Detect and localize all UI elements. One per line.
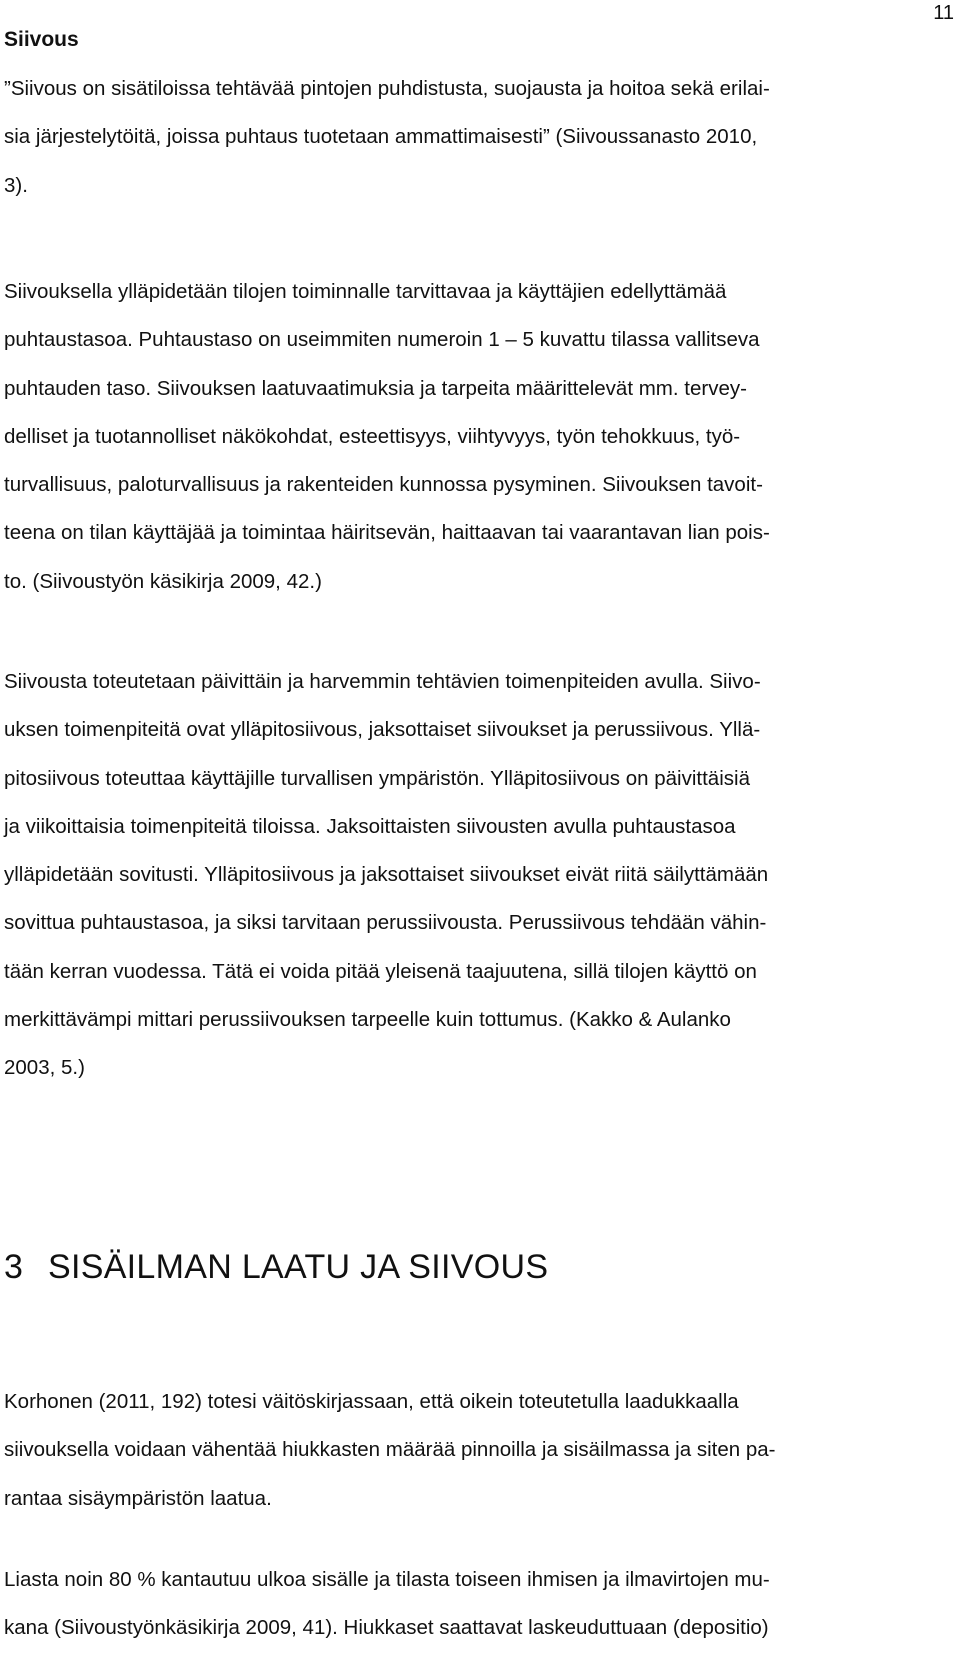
text-line: 2003, 5.) — [4, 1056, 85, 1080]
text-line: Liasta noin 80 % kantautuu ulkoa sisälle ja tilasta toiseen ihmisen ja ilmavirtojen mu- — [4, 1568, 770, 1591]
text-line: kana (Siivoustyönkäsikirja 2009, 41). Hiukkaset saattavat laskeuduttuaan (depositio) — [4, 1616, 769, 1640]
text-line: puhtauden taso. Siivouksen laatuvaatimuksia ja tarpeita määrittelevät mm. tervey- — [4, 376, 747, 400]
text-line: delliset ja tuotannolliset näkökohdat, esteettisyys, viihtyvyys, työn tehokkuus, työ- — [4, 424, 741, 448]
page-number: 11 — [933, 2, 954, 24]
text-line: uksen toimenpiteitä ovat ylläpitosiivous, jaksottaiset siivoukset ja perussiivous. Yllä- — [4, 718, 761, 742]
text-line: tään kerran vuodessa. Tätä ei voida pitää yleisenä taajuutena, sillä tilojen käyttö on — [4, 959, 757, 983]
text-line: ”Siivous on sisätiloissa tehtävää pintojen puhdistusta, suojausta ja hoitoa sekä erilai- — [4, 77, 770, 100]
section-heading: Siivous — [4, 28, 79, 51]
chapter-title: SISÄILMAN LAATU JA SIIVOUS — [48, 1248, 549, 1286]
paragraph-methods — [4, 658, 922, 1093]
text-line: merkittävämpi mittari perussiivouksen tarpeelle kuin tottumus. (Kakko & Aulanko — [4, 1008, 731, 1032]
text-line: Korhonen (2011, 192) totesi väitöskirjassaan, että oikein toteutetulla laadukkaalla — [4, 1390, 739, 1413]
paragraph-definition — [4, 65, 922, 210]
text-line: 3). — [4, 173, 28, 197]
text-line: Siivouksella ylläpidetään tilojen toiminnalle tarvittavaa ja käyttäjien edellyttämää — [4, 280, 727, 303]
text-line: ylläpidetään sovitusti. Ylläpitosiivous ja jaksottaiset siivoukset eivät riitä säilyttämään — [4, 863, 769, 887]
text-line: turvallisuus, paloturvallisuus ja rakenteiden kunnossa pysyminen. Siivouksen tavoit- — [4, 473, 763, 497]
text-line: Siivousta toteutetaan päivittäin ja harvemmin tehtävien toimenpiteiden avulla. Siivo- — [4, 670, 761, 693]
paragraph-purpose — [4, 268, 922, 606]
text-line: to. (Siivoustyön käsikirja 2009, 42.) — [4, 569, 322, 593]
text-line: siivouksella voidaan vähentää hiukkasten määrää pinnoilla ja sisäilmassa ja siten pa- — [4, 1438, 776, 1462]
text-line: rantaa sisäympäristön laatua. — [4, 1486, 272, 1510]
text-line: sia järjestelytöitä, joissa puhtaus tuotetaan ammattimaisesti” (Siivoussanasto 2010, — [4, 125, 758, 149]
chapter-heading — [4, 1248, 548, 1287]
text-line: ja viikoittaisia toimenpiteitä tiloissa. Jaksoittaisten siivousten avulla puhtaustasoa — [4, 814, 736, 838]
text-line: teena on tilan käyttäjää ja toimintaa häiritsevän, haittaavan tai vaarantavan lian pois- — [4, 521, 770, 545]
paragraph-dust — [4, 1556, 922, 1653]
chapter-number: 3 — [4, 1248, 24, 1286]
paragraph-korhonen — [4, 1378, 922, 1523]
text-line: sovittua puhtaustasoa, ja siksi tarvitaan perussiivousta. Perussiivous tehdään vähin- — [4, 911, 767, 935]
text-line: pitosiivous toteuttaa käyttäjille turvallisen ympäristön. Ylläpitosiivous on päivittäisiä — [4, 766, 750, 790]
text-line: puhtaustasoa. Puhtaustaso on useimmiten numeroin 1 – 5 kuvattu tilassa vallitseva — [4, 328, 760, 352]
